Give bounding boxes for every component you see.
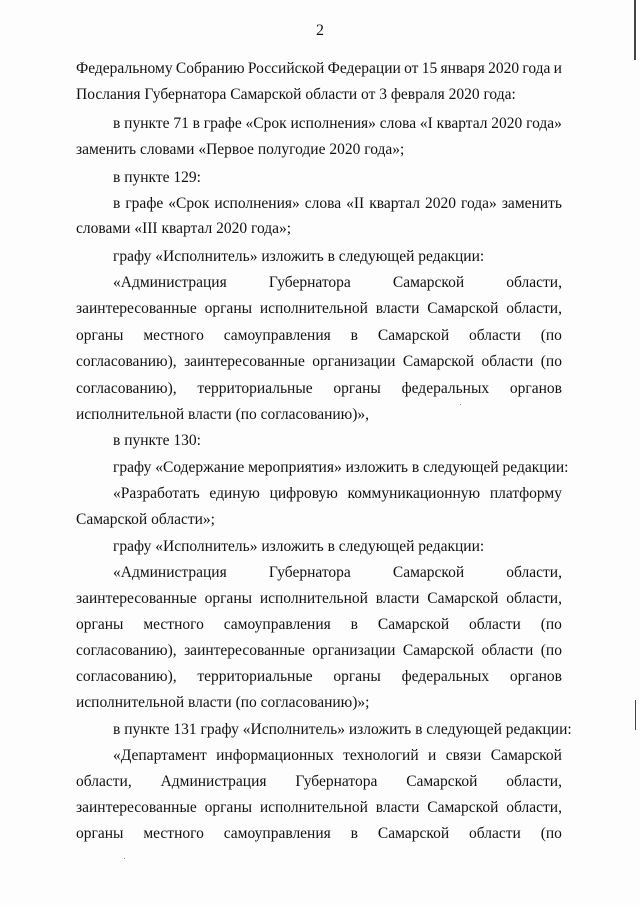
word: «Администрация (113, 274, 227, 291)
word: области (469, 825, 521, 842)
word: органов (509, 380, 562, 397)
text-line (76, 797, 562, 819)
word: исполнительной (259, 590, 368, 607)
word: января (440, 60, 485, 77)
word: исполнения» (290, 115, 376, 132)
text-line (76, 823, 562, 845)
word: Российской (247, 60, 325, 77)
text-line: Послания Губернатора Самарской области от 3 февраля 2020 года: (76, 86, 516, 103)
word: области (481, 642, 534, 659)
word: пункте (124, 115, 170, 132)
word: года» (526, 115, 562, 132)
word: области (469, 327, 521, 344)
word: Самарской (402, 353, 475, 370)
text-line: графу «Содержание мероприятия» изложить в следующей редакции: (113, 459, 569, 476)
word: органы (333, 380, 381, 397)
word: (по (540, 327, 562, 344)
word: Самарской (490, 747, 562, 764)
word: местного (143, 616, 204, 633)
text-line: в пункте 130: (113, 432, 201, 449)
word: согласованию), (76, 353, 177, 370)
word: заинтересованные (76, 300, 197, 317)
text-line: в пункте 129: (113, 169, 201, 186)
word: (по (540, 353, 562, 370)
word: Губернатора (268, 564, 351, 581)
word: местного (143, 327, 204, 344)
text-line (76, 588, 562, 610)
word: области, (506, 773, 562, 790)
word: исполнения» (214, 195, 300, 212)
word: платформу (489, 485, 562, 502)
text-line: заменить словами «Первое полугодие 2020 года»; (76, 141, 405, 158)
text-line (76, 771, 562, 793)
word: самоуправления (223, 327, 331, 344)
word: в (350, 825, 358, 842)
word: федеральных (401, 668, 490, 685)
word: информационных (216, 747, 334, 764)
word: области (481, 353, 534, 370)
word: согласованию), (76, 380, 177, 397)
word: Самарской (377, 616, 450, 633)
word: и (553, 60, 562, 77)
word: (по (540, 825, 562, 842)
word: «I (419, 115, 433, 132)
word: Федерации (327, 60, 401, 77)
word: Самарской (406, 773, 478, 790)
word: заинтересованные (76, 799, 197, 816)
word: заинтересованные (76, 590, 197, 607)
word: в (350, 327, 358, 344)
word: согласованию), (76, 668, 177, 685)
word: территориальные (197, 380, 313, 397)
word: территориальные (197, 668, 313, 685)
text-line: исполнительной власти (по согласованию)»; (76, 694, 370, 711)
word: слова (379, 115, 417, 132)
text-line: Самарской области»; (76, 511, 215, 528)
scan-edge-mark (635, 700, 636, 730)
word: 2020 (425, 195, 457, 212)
word: органы (333, 668, 381, 685)
text-line (76, 58, 562, 80)
text-line (76, 325, 562, 347)
word: в (350, 616, 358, 633)
word: слова (304, 195, 342, 212)
word: технологий (343, 747, 419, 764)
text-line (76, 298, 562, 320)
word: графе (125, 195, 164, 212)
word: от (404, 60, 419, 77)
word: области, (506, 300, 562, 317)
scan-speck (460, 404, 461, 405)
word: области, (506, 590, 562, 607)
word: Федеральному (76, 60, 173, 77)
scan-edge-mark (634, 0, 636, 60)
word: квартал (436, 115, 488, 132)
word: единую (209, 485, 260, 502)
word: органы (76, 825, 124, 842)
word: органы (76, 327, 124, 344)
text-line: исполнительной власти (по согласованию)», (76, 406, 370, 423)
word: года» (461, 195, 497, 212)
text-line: графу «Исполнитель» изложить в следующей редакции: (113, 538, 485, 555)
word: цифровую (269, 485, 338, 502)
word: и (428, 747, 437, 764)
text-line (76, 640, 562, 662)
word: связи (445, 747, 482, 764)
word: графе (203, 115, 242, 132)
word: организации (312, 642, 396, 659)
word: года (522, 60, 551, 77)
word: Самарской (392, 274, 465, 291)
word: Губернатора (268, 274, 351, 291)
word: Самарской (392, 564, 465, 581)
word: Самарской (402, 642, 475, 659)
word: в (113, 115, 121, 132)
word: квартал (369, 195, 421, 212)
word: области, (506, 799, 562, 816)
word: самоуправления (223, 616, 331, 633)
text-line: словами «III квартал 2020 года»; (76, 220, 292, 237)
scan-speck (124, 858, 125, 859)
word: области, (506, 274, 562, 291)
word: Администрация (160, 773, 267, 790)
word: Собранию (175, 60, 245, 77)
word: федеральных (401, 380, 490, 397)
word: исполнительной (259, 799, 368, 816)
word: согласованию), (76, 642, 177, 659)
word: органы (204, 799, 253, 816)
word: (по (540, 616, 562, 633)
word: «Срок (245, 115, 287, 132)
word: Самарской (377, 327, 450, 344)
text-line (113, 193, 562, 215)
word: «II (346, 195, 365, 212)
word: органы (204, 300, 253, 317)
text-line (113, 745, 562, 767)
text-line (113, 562, 562, 584)
text-line (76, 666, 562, 688)
word: организации (312, 353, 396, 370)
text-line (76, 614, 562, 636)
word: власти (375, 300, 420, 317)
text-line (76, 351, 562, 373)
word: Самарской (427, 799, 499, 816)
word: в (113, 195, 121, 212)
word: самоуправления (223, 825, 331, 842)
word: области (469, 616, 521, 633)
word: Самарской (377, 825, 450, 842)
word: области, (76, 773, 132, 790)
word: органы (76, 616, 124, 633)
text-line: в пункте 131 графу «Исполнитель» изложить в следующей редакции: (113, 721, 572, 738)
text-line: графу «Исполнитель» изложить в следующей редакции: (113, 248, 485, 265)
word: органы (204, 590, 253, 607)
page-number: 2 (316, 22, 324, 39)
word: исполнительной (259, 300, 368, 317)
word: (по (540, 642, 562, 659)
word: «Срок (168, 195, 210, 212)
word: «Департамент (113, 747, 207, 764)
text-line (113, 272, 562, 294)
word: Губернатора (295, 773, 378, 790)
word: заменить (501, 195, 562, 212)
word: власти (375, 590, 420, 607)
word: Самарской (427, 300, 499, 317)
text-line (113, 483, 562, 505)
word: власти (375, 799, 420, 816)
text-line (76, 378, 562, 400)
word: 2020 (488, 60, 520, 77)
word: органов (509, 668, 562, 685)
text-line (113, 113, 562, 135)
word: Самарской (427, 590, 499, 607)
word: заинтересованные (184, 642, 305, 659)
word: «Разработать (113, 485, 200, 502)
word: 71 (173, 115, 189, 132)
word: 2020 (491, 115, 523, 132)
word: местного (143, 825, 204, 842)
word: области, (506, 564, 562, 581)
word: заинтересованные (184, 353, 305, 370)
word: 15 (421, 60, 438, 77)
word: коммуникационную (347, 485, 481, 502)
word: «Администрация (113, 564, 227, 581)
word: в (192, 115, 200, 132)
